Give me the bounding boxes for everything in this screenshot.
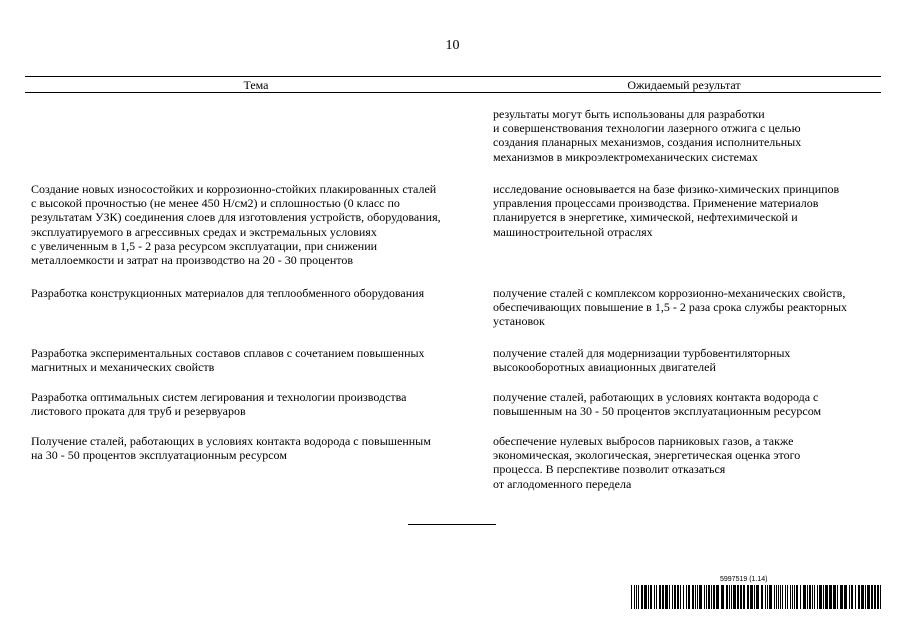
barcode-bar: [636, 585, 637, 609]
barcode-bar: [669, 585, 670, 609]
barcode-bar: [800, 585, 801, 609]
text-line: высокооборотных авиационных двигателей: [493, 360, 716, 375]
barcode-bar: [776, 585, 777, 609]
column-header-result: Ожидаемый результат: [627, 78, 741, 92]
barcode-bar: [638, 585, 639, 609]
table-row-5-topic: [31, 434, 471, 462]
barcode-bar: [812, 585, 813, 609]
barcode-bar: [865, 585, 866, 609]
barcode-bar: [790, 585, 791, 609]
barcode-bar: [803, 585, 806, 609]
barcode-caption: 5997519 (1.14): [720, 576, 768, 583]
text-line: обеспечение нулевых выбросов парниковых газов, а также: [493, 434, 794, 448]
table-row-5-result: [493, 434, 885, 491]
barcode-bar: [807, 585, 808, 609]
text-line: результаты могут быть использованы для разработки: [493, 107, 765, 121]
barcode-bar: [787, 585, 788, 609]
barcode-bar: [814, 585, 815, 609]
text-line: Разработка экспериментальных составов сплавов с сочетанием повышенных: [31, 346, 425, 360]
table-row-2-result: [493, 286, 885, 329]
table-row-4-topic: [31, 390, 471, 418]
barcode-bar: [767, 585, 768, 609]
barcode-bar: [765, 585, 766, 609]
barcode-bar: [721, 585, 724, 609]
text-line: и совершенствования технологии лазерного отжига с целью: [493, 121, 801, 136]
barcode-bar: [683, 585, 684, 609]
barcode-bar: [785, 585, 786, 609]
barcode-bar: [656, 585, 657, 609]
barcode-bar: [747, 585, 749, 609]
barcode-bar: [729, 585, 730, 609]
barcode-bar: [817, 585, 818, 609]
text-line: обеспечивающих повышение в 1,5 - 2 раза срока службы реакторных: [493, 300, 848, 315]
barcode-bar: [874, 585, 876, 609]
text-line: на 30 - 50 процентов эксплуатационным ресурсом: [31, 448, 287, 463]
table-header-top-rule: [25, 76, 881, 77]
text-line: Разработка оптимальных систем легирования и технологии производства: [31, 390, 407, 404]
barcode-bar: [778, 585, 779, 609]
barcode-bar: [825, 585, 828, 609]
text-line: Разработка конструкционных материалов для теплообменного оборудования: [31, 286, 425, 300]
barcode-bar: [654, 585, 655, 609]
barcode-bar: [695, 585, 696, 609]
barcode-bar: [761, 585, 763, 609]
text-line: Создание новых износостойких и коррозионно-стойких плакированных сталей: [31, 182, 437, 196]
barcode-bar: [796, 585, 798, 609]
barcode-bar: [708, 585, 710, 609]
text-line: получение сталей с комплексом коррозионно-механических свойств,: [493, 286, 846, 300]
barcode-bar: [809, 585, 811, 609]
barcode-bar: [699, 585, 702, 609]
barcode-bar: [737, 585, 739, 609]
barcode-bar: [697, 585, 698, 609]
barcode-bar: [665, 585, 668, 609]
barcode-bar: [743, 585, 745, 609]
barcode-bar: [867, 585, 870, 609]
barcode-bar: [716, 585, 719, 609]
text-line: получение сталей, работающих в условиях контакта водорода с: [493, 390, 819, 404]
barcode-bar: [726, 585, 728, 609]
barcode-bar: [819, 585, 822, 609]
barcode-bar: [829, 585, 832, 609]
barcode: [631, 585, 883, 609]
page-number: 10: [445, 38, 460, 53]
barcode-bar: [650, 585, 652, 609]
barcode-bar: [861, 585, 864, 609]
text-line: магнитных и механических свойств: [31, 360, 215, 375]
barcode-bar: [692, 585, 694, 609]
barcode-bar: [851, 585, 853, 609]
barcode-bar: [740, 585, 742, 609]
barcode-bar: [837, 585, 838, 609]
barcode-bar: [782, 585, 783, 609]
table-header-bottom-rule: [25, 92, 881, 93]
barcode-bar: [659, 585, 661, 609]
table-row-4-result: [493, 390, 885, 418]
barcode-bar: [855, 585, 856, 609]
end-of-document-rule: [408, 524, 496, 525]
barcode-bar: [688, 585, 690, 609]
barcode-bar: [823, 585, 824, 609]
barcode-bar: [833, 585, 836, 609]
barcode-bar: [672, 585, 673, 609]
barcode-bar: [711, 585, 712, 609]
barcode-bar: [686, 585, 687, 609]
barcode-bar: [674, 585, 676, 609]
barcode-bar: [792, 585, 793, 609]
barcode-bar: [880, 585, 881, 609]
text-line: повышенным на 30 - 50 процентов эксплуатационным ресурсом: [493, 404, 822, 419]
text-line: планируется в энергетике, химической, нефтехимической и: [493, 210, 798, 225]
barcode-bar: [731, 585, 732, 609]
text-line: получение сталей для модернизации турбовентиляторных: [493, 346, 791, 360]
barcode-bar: [756, 585, 759, 609]
barcode-bar: [858, 585, 860, 609]
table-row-1-topic: [31, 182, 471, 267]
barcode-bar: [769, 585, 772, 609]
text-line: создания планарных механизмов, создания исполнительных: [493, 135, 802, 150]
barcode-bar: [641, 585, 643, 609]
barcode-bar: [680, 585, 681, 609]
text-line: эксплуатируемого в агрессивных средах и экстремальных условиях: [31, 224, 377, 239]
text-line: от аглодоменного передела: [493, 476, 632, 491]
text-line: установок: [493, 314, 545, 329]
text-line: экономическая, экологическая, энергетическая оценка этого: [493, 448, 801, 463]
barcode-bar: [750, 585, 753, 609]
barcode-bar: [713, 585, 715, 609]
table-row-0-result: [493, 107, 885, 164]
barcode-bar: [631, 585, 632, 609]
barcode-bar: [844, 585, 847, 609]
barcode-bar: [877, 585, 879, 609]
barcode-bar: [840, 585, 843, 609]
text-line: процесса. В перспективе позволит отказаться: [493, 462, 726, 477]
barcode-bar: [733, 585, 736, 609]
text-line: с высокой прочностью (не менее 450 Н/см2) и сплошностью (0 класс по: [31, 196, 400, 211]
barcode-bar: [704, 585, 705, 609]
barcode-bar: [644, 585, 647, 609]
text-line: механизмов в микроэлектромеханических системах: [493, 149, 758, 164]
text-line: машиностроительной отраслях: [493, 224, 653, 239]
text-line: металлоемкости и затрат на производство на 20 - 30 процентов: [31, 253, 354, 268]
text-line: исследование основывается на базе физико-химических принципов: [493, 182, 840, 196]
barcode-bar: [871, 585, 873, 609]
text-line: Получение сталей, работающих в условиях контакта водорода с повышенным: [31, 434, 431, 448]
barcode-bar: [794, 585, 795, 609]
column-header-topic: Тема: [243, 78, 269, 92]
barcode-bar: [754, 585, 755, 609]
barcode-bar: [849, 585, 850, 609]
text-line: с увеличенным в 1,5 - 2 раза ресурсом эксплуатации, при снижении: [31, 238, 378, 253]
barcode-bar: [780, 585, 781, 609]
table-row-3-topic: [31, 346, 471, 374]
table-row-1-result: [493, 182, 885, 239]
barcode-bar: [774, 585, 775, 609]
barcode-bar: [677, 585, 679, 609]
barcode-bar: [706, 585, 707, 609]
text-line: листового проката для труб и резервуаров: [31, 404, 246, 419]
barcode-bar: [662, 585, 664, 609]
barcode-bar: [648, 585, 649, 609]
table-row-2-topic: [31, 286, 471, 300]
table-row-3-result: [493, 346, 885, 374]
text-line: управления процессами производства. Применение материалов: [493, 196, 819, 211]
text-line: результатам УЗК) соединения слоев для изготовления устройств, оборудования,: [31, 210, 441, 225]
barcode-bar: [634, 585, 635, 609]
